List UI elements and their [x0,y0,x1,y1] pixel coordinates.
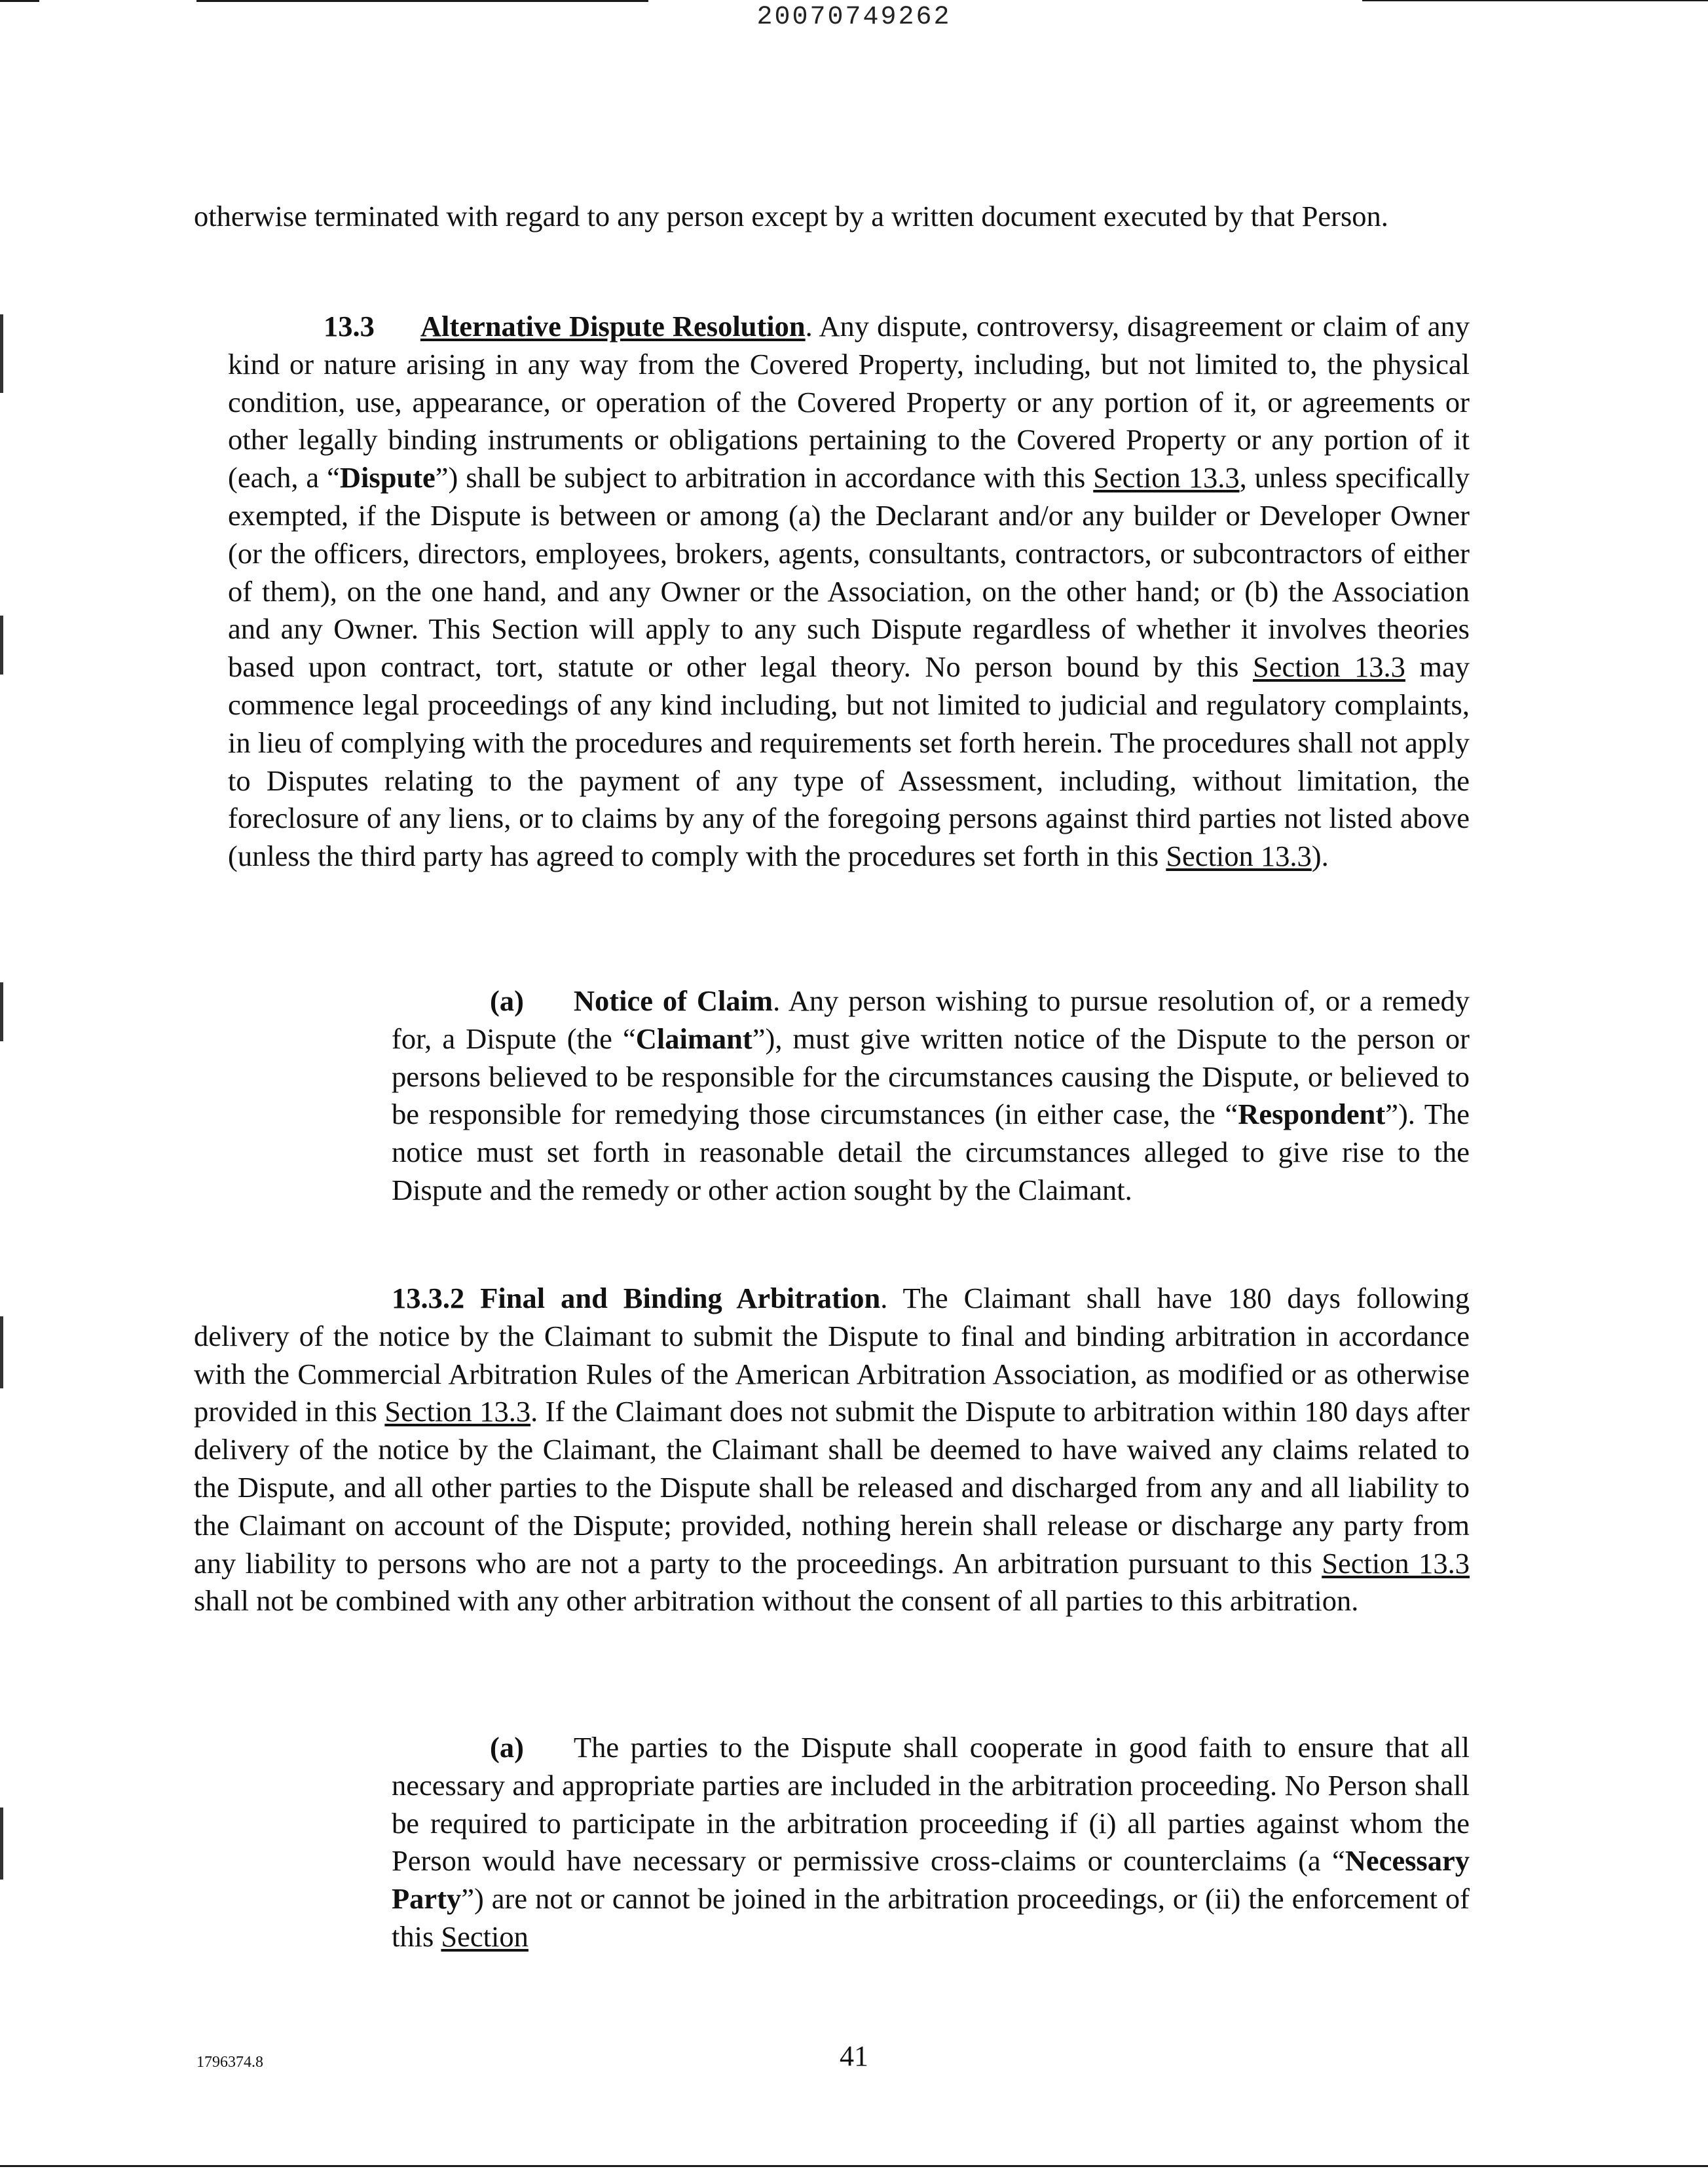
subsection-13-3-a-text-2: ”), must give written notice of the Dispute to the person or persons believed to be responsible for the circumstances causing the Dispute, or believed to be responsible for remedying those circumstances (in either case, the “ [392,1022,1470,1131]
scan-top-line-left [0,0,39,2]
subsection-label: (a) [490,1731,524,1764]
respondent-defined-term: Respondent [1238,1098,1386,1131]
section-13-3-2-number: 13.3.2 [392,1282,465,1314]
section-13-3-text-2: ”) shall be subject to arbitration in accordance with this [435,461,1094,494]
scan-left-edge-mark [0,314,3,393]
section-13-3-title: Alternative Dispute Resolution [420,310,806,343]
claimant-defined-term: Claimant [635,1022,752,1055]
intro-paragraph [194,198,1470,236]
document-number: 20070749262 [756,3,952,32]
necessary-party-defined-term: Necessary Party [392,1844,1470,1916]
section-13-3 [228,308,1470,876]
intro-text: otherwise terminated with regard to any person except by a written document executed by that Person. [194,200,1388,232]
section-13-3-2-text-2: . If the Claimant does not submit the Dispute to arbitration within 180 days after delivery of the notice by the Claimant, the Claimant shall be deemed to have waived any claims related to the Dispute, and all other parties to the Dispute shall be released and discharged from any and all liability to the Claimant on account of the Dispute; provided, nothing herein shall release or discharge any party from any liability to persons who are not a party to the proceedings. An arbitration pursuant to this [194,1395,1470,1580]
section-13-3-2 [194,1280,1470,1620]
subsection-13-3-2-a-text-1: The parties to the Dispute shall cooperate in good faith to ensure that all necessary and appropriate parties are included in the arbitration proceeding. No Person shall be required to participate in the arbitration proceeding if (i) all parties against whom the Person would have necessary or permissive cross-claims or counterclaims (a “ [392,1731,1470,1878]
scan-left-edge-mark [0,1808,3,1880]
subsection-13-3-a [392,982,1470,1210]
section-13-3-text-1: . Any dispute, controversy, disagreement or claim of any kind or nature arising in any way from the Covered Property, including, but not limited to, the physical condition, use, appearance, or operation of the Covered Property or any portion of it, or agreements or other legally binding instruments or obligations pertaining to the Covered Property or any portion of it (each, a “ [228,310,1470,494]
section-13-3-reference: Section 13.3 [1253,650,1405,684]
scan-left-edge-mark [0,1316,3,1388]
section-13-3-reference: Section 13.3 [1093,461,1240,494]
subsection-13-3-2-a [392,1729,1470,1956]
subsection-13-3-2-a-text-2: ”) are not or cannot be joined in the arbitration proceedings, or (ii) the enforcement of this [392,1882,1470,1953]
section-13-3-text-4: may commence legal proceedings of any kind including, but not limited to judicial and regulatory complaints, in lieu of complying with the procedures and requirements set forth herein. The procedures shall not apply to Disputes relating to the payment of any type of Assessment, including, without limitation, the foreclosure of any liens, or to claims by any of the foregoing persons against third parties not listed above (unless the third party has agreed to comply with the procedures set forth in this [228,650,1470,873]
scan-bottom-line [0,2165,1708,2167]
scan-top-line-mid [196,0,648,2]
subsection-13-3-a-text-3: ”). The notice must set forth in reasonable detail the circumstances alleged to give rise to the Dispute and the remedy or other action sought by the Claimant. [392,1098,1470,1206]
section-13-3-2-text-3: shall not be combined with any other arbitration without the consent of all parties to this arbitration. [194,1584,1359,1618]
dispute-defined-term: Dispute [339,461,436,494]
scan-top-line-right [1362,0,1708,1]
page-number: 41 [840,2040,868,2072]
section-13-3-reference: Section 13.3 [1322,1546,1470,1580]
scan-left-edge-mark [0,982,3,1041]
section-13-3-text-3: , unless specifically exempted, if the Dispute is between or among (a) the Declarant and/or any builder or Developer Owner (or the officers, directors, employees, brokers, agents, consultants, contractors, or subcontractors of either of them), on the one hand, and any Owner or the Association, on the other hand; or (b) the Association and any Owner. This Section will apply to any such Dispute regardless of whether it involves theories based upon contract, tort, statute or other legal theory. No person bound by this [228,461,1470,684]
notice-of-claim-title: Notice of Claim [573,984,773,1017]
subsection-13-3-a-text-1: . Any person wishing to pursue resolution of, or a remedy for, a Dispute (the “ [392,984,1470,1055]
scan-left-edge-mark [0,616,3,675]
footer-document-id: 1796374.8 [196,2054,263,2071]
section-reference: Section [441,1919,529,1953]
section-13-3-2-text-1: . The Claimant shall have 180 days following delivery of the notice by the Claimant to submit the Dispute to final and binding arbitration in accordance with the Commercial Arbitration Rules of the American Arbitration Association, as modified or as otherwise provided in this [194,1282,1470,1428]
section-13-3-text-5: ). [1311,840,1329,873]
section-13-3-reference: Section 13.3 [1166,840,1312,873]
section-13-3-number: 13.3 [324,310,375,343]
section-13-3-2-title: Final and Binding Arbitration [480,1282,881,1314]
section-13-3-reference: Section 13.3 [384,1395,531,1428]
subsection-label: (a) [490,984,524,1017]
